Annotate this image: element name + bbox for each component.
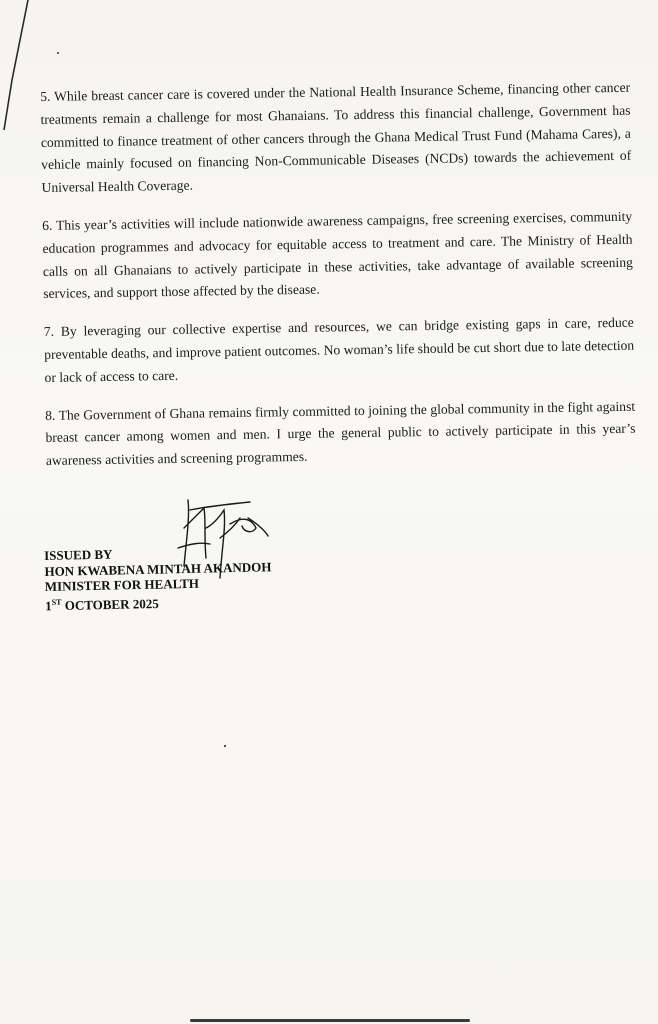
issue-date-rest: OCTOBER 2025 (61, 595, 159, 613)
scan-speck (57, 52, 59, 54)
paragraph-6: 6. This year’s activities will include nationwide awareness campaigns, free screening exercises, community education programmes and advocacy for equitable access to treatment and care. The Ministry of Health calls on all Ghanaians to actively participate in these activities, take advantage of available screening services, and support those affected by the disease. (42, 208, 633, 302)
minister-title: MINISTER FOR HEALTH (44, 575, 200, 594)
scan-speck (224, 745, 226, 747)
issued-by-block (44, 543, 272, 613)
page-bottom-edge (190, 1019, 470, 1022)
paragraph-7: 7. By leveraging our collective expertise and resources, we can bridge existing gaps in care, reduce preventable deaths, and improve patient outcomes. No woman’s life should be cut short due to late detection or lack of access to care. (43, 314, 635, 385)
issue-date (45, 590, 272, 614)
issue-date-suffix: ST (51, 597, 62, 607)
paragraph-5: 5. While breast cancer care is covered under the National Health Insurance Scheme, financing other cancer treatments remain a challenge for most Ghanaians. To address this financial challenge, Government has committed to finance treatment of other cancers through the Ghana Medical Trust Fund (Mahama Cares), a vehicle mainly focused on financing Non-Communicable Diseases (NCDs) towards the achievement of Universal Health Coverage. (40, 79, 632, 196)
document-body (40, 77, 636, 488)
paragraph-8: 8. The Government of Ghana remains firmly committed to joining the global community in the fight against breast cancer among women and men. I urge the general public to actively participate in this year’s awareness activities and screening programmes. (45, 398, 636, 469)
issue-date-day: 1 (45, 597, 52, 613)
minister-name: HON KWABENA MINTAH AKANDOH (44, 558, 272, 579)
issued-by-label: ISSUED BY (44, 546, 113, 563)
